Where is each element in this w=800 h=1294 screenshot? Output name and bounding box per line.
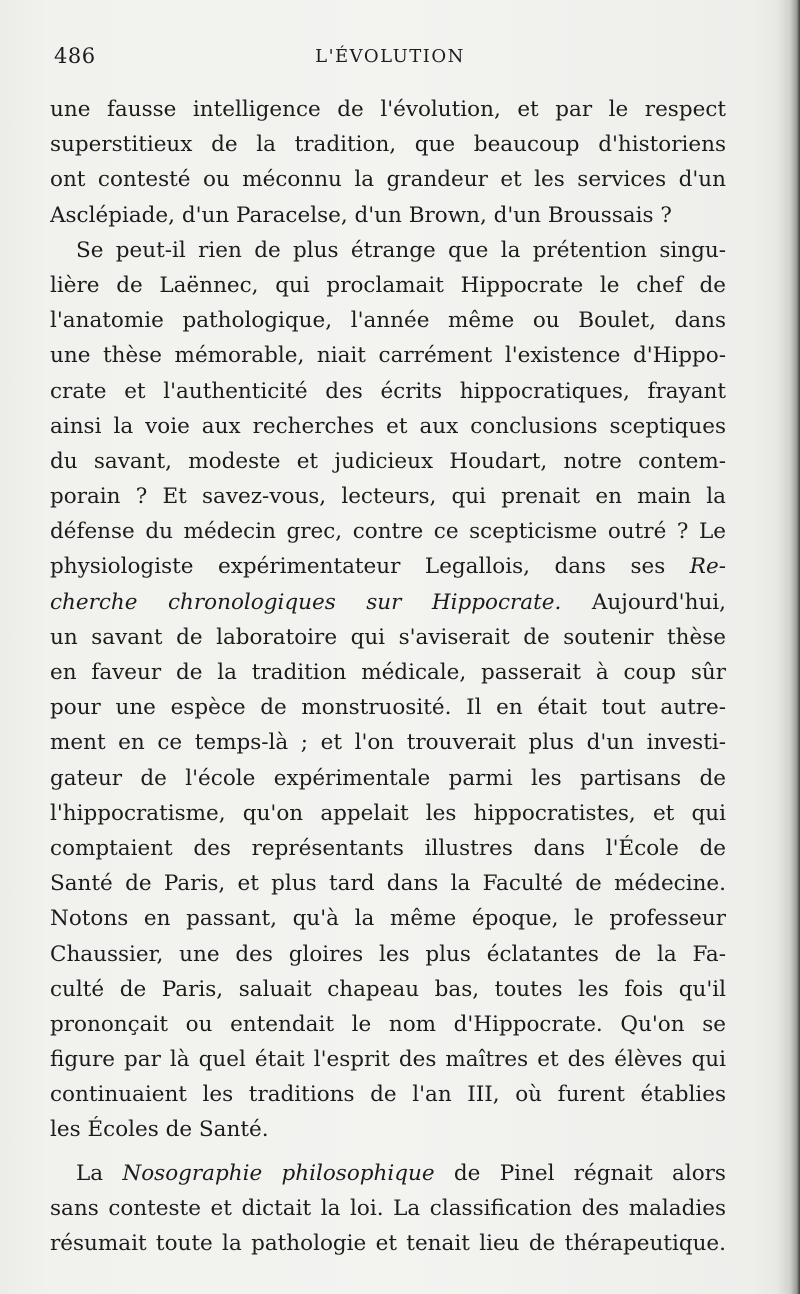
text-line: crate et l'authenticité des écrits hippocratiques, frayant — [50, 378, 726, 404]
text-line: sans conteste et dictait la loi. La classification des maladies — [50, 1195, 726, 1221]
paragraph-2 — [50, 233, 726, 1148]
text-line: Chaussier, une des gloires les plus éclatantes de la Fa- — [50, 941, 726, 967]
text-line: Santé de Paris, et plus tard dans la Faculté de médecine. — [50, 871, 726, 897]
text-line: les Écoles de Santé. — [50, 1117, 269, 1143]
text-line: comptaient des représentants illustres dans l'École de — [50, 835, 726, 861]
text-line-mixed — [50, 1156, 726, 1191]
text-line: Asclépiade, d'un Paracelse, d'un Brown, d'un Broussais ? — [50, 202, 672, 228]
text-line: figure par là quel était l'esprit des maîtres et des élèves qui — [50, 1047, 726, 1073]
text-line: l'anatomie pathologique, l'année même ou Boulet, dans — [50, 308, 726, 334]
text-line: Notons en passant, qu'à la même époque, le professeur — [50, 906, 726, 932]
text-line: continuaient les traditions de l'an III, où furent établies — [50, 1082, 726, 1108]
page-number: 486 — [54, 44, 96, 68]
text-line: un savant de laboratoire qui s'aviserait de soutenir thèse — [50, 624, 726, 650]
text-segment: Aujourd'hui, — [591, 589, 726, 615]
italic-segment: cherche — [50, 589, 138, 615]
running-head — [54, 44, 726, 74]
italic-title: Nosographie philosophique — [122, 1160, 435, 1186]
body-text — [50, 92, 726, 1261]
text-line: lière de Laënnec, qui proclamait Hippocrate le chef de — [50, 272, 726, 298]
paragraph-3 — [50, 1156, 726, 1262]
text-line: ont contesté ou méconnu la grandeur et les services d'un — [50, 167, 726, 193]
text-line: superstitieux de la tradition, que beaucoup d'historiens — [50, 132, 726, 158]
text-line: résumait toute la pathologie et tenait lieu de thérapeutique. — [50, 1231, 726, 1256]
text-line: l'hippocratisme, qu'on appelait les hippocratistes, et qui — [50, 800, 726, 826]
text-line: défense du médecin grec, contre ce scepticisme outré ? Le — [50, 519, 726, 545]
book-gutter-shadow — [778, 0, 800, 1294]
text-line: ainsi la voie aux recherches et aux conclusions sceptiques — [50, 413, 726, 439]
text-line: gateur de l'école expérimentale parmi les partisans de — [50, 765, 726, 791]
text-line: pour une espèce de monstruosité. Il en était tout autre- — [50, 695, 726, 721]
text-line: prononçait ou entendait le nom d'Hippocrate. Qu'on se — [50, 1011, 726, 1037]
text-line: du savant, modeste et judicieux Houdart, notre contem- — [50, 448, 726, 474]
italic-title: chronologiques sur Hippocrate. — [168, 589, 562, 615]
text-line-mixed — [50, 549, 726, 584]
text-line: culté de Paris, saluait chapeau bas, toutes les fois qu'il — [50, 976, 726, 1002]
paragraph-1 — [50, 92, 726, 233]
text-line-mixed — [50, 585, 726, 620]
text-segment: physiologiste expérimentateur Legallois, dans ses — [50, 554, 666, 580]
text-line: une fausse intelligence de l'évolution, et par le respect — [50, 97, 726, 122]
text-segment: La — [76, 1160, 104, 1186]
paragraph-gap — [50, 1148, 726, 1156]
text-line: une thèse mémorable, niait carrément l'existence d'Hippo- — [50, 343, 726, 369]
text-line: en faveur de la tradition médicale, passerait à coup sûr — [50, 660, 726, 685]
text-line: porain ? Et savez-vous, lecteurs, qui prenait en main la — [50, 484, 726, 510]
text-segment: de Pinel régnait alors — [453, 1160, 726, 1186]
text-line: Se peut-il rien de plus étrange que la prétention singu- — [76, 237, 726, 263]
text-line: ment en ce temps-là ; et l'on trouverait plus d'un investi- — [50, 730, 726, 756]
italic-segment: Re- — [689, 554, 726, 580]
running-title: L'ÉVOLUTION — [315, 46, 465, 67]
